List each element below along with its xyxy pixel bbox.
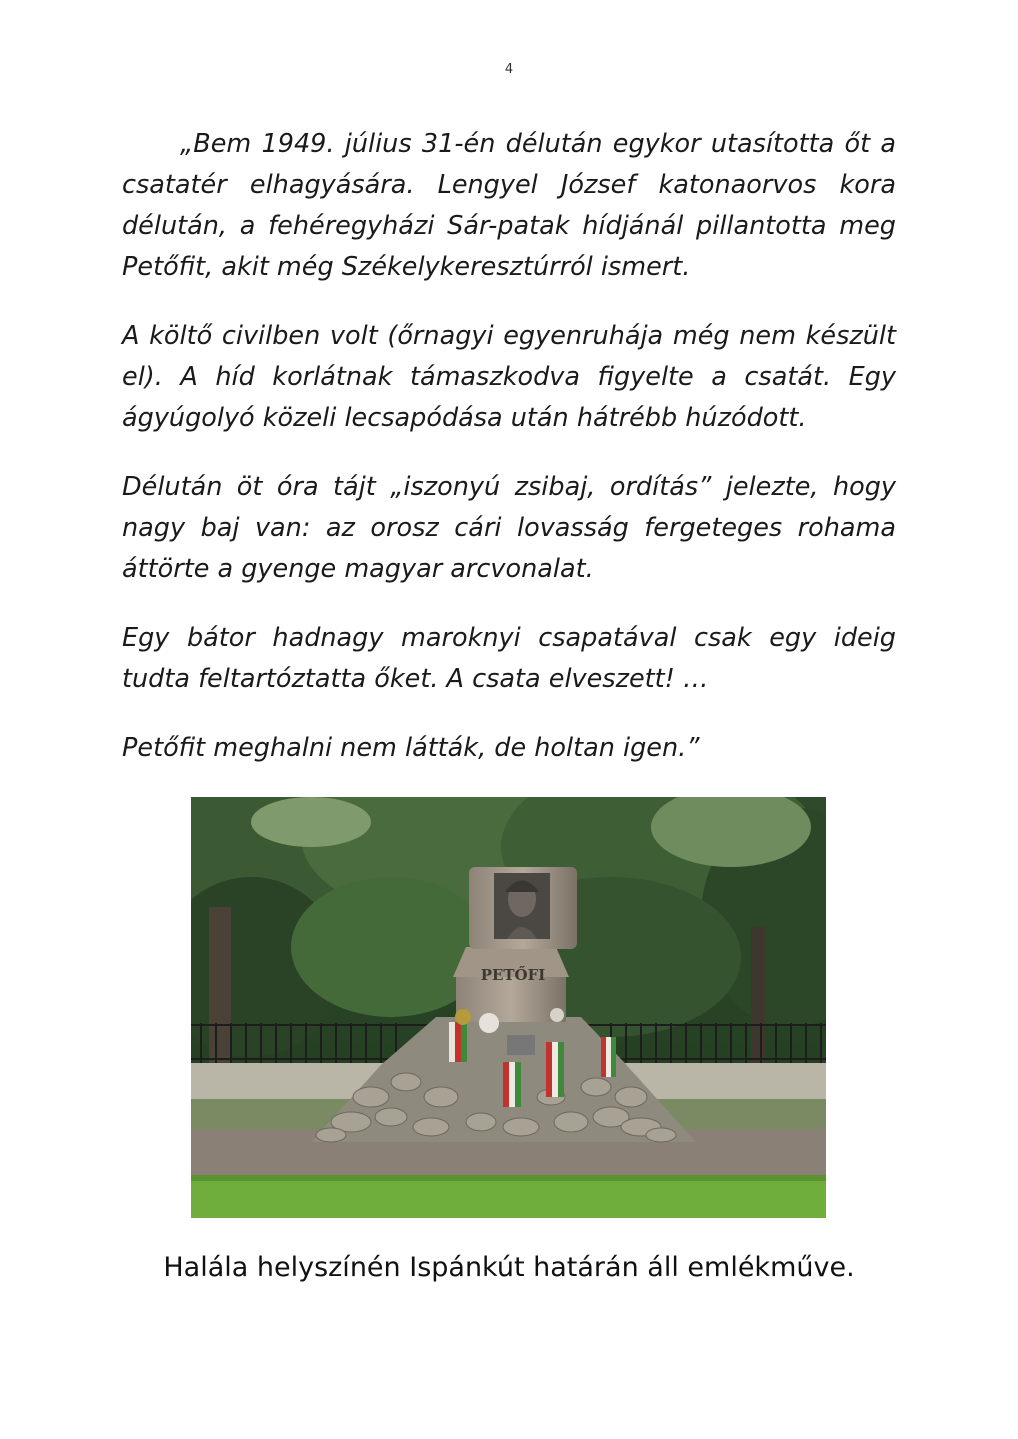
page-number: 4 xyxy=(504,62,514,77)
monument-photo xyxy=(191,797,826,1218)
plaque-text: PETŐFI xyxy=(480,966,546,984)
body-text xyxy=(122,124,896,797)
photo-caption: Halála helyszínén Ispánkút határán áll emlékműve. xyxy=(163,1252,855,1283)
paragraph-3: Délután öt óra tájt „iszonyú zsibaj, ordítás” jelezte, hogy nagy baj van: az orosz cári lovasság fergeteges rohama áttörte a gyenge magyar arcvonalat. xyxy=(122,472,896,584)
paragraph-4: Egy bátor hadnagy maroknyi csapatával csak egy ideig tudta feltartóztatta őket. A csata elveszett! … xyxy=(122,623,896,694)
paragraph-2: A költő civilben volt (őrnagyi egyenruhája még nem készült el). A híd korlátnak támaszkodva figyelte a csatát. Egy ágyúgolyó közeli lecsapódása után hátrébb húzódott. xyxy=(122,321,896,433)
paragraph-1: „Bem 1949. július 31-én délután egykor utasította őt a csatatér elhagyására. Lengyel József katonaorvos kora délután, a fehéregyházi Sár-patak hídjánál pillantotta meg Petőfit, akit még Székelykeresztúrról ismert. xyxy=(122,129,896,282)
paragraph-5: Petőfit meghalni nem látták, de holtan igen.” xyxy=(122,733,700,763)
grass xyxy=(191,1175,826,1218)
